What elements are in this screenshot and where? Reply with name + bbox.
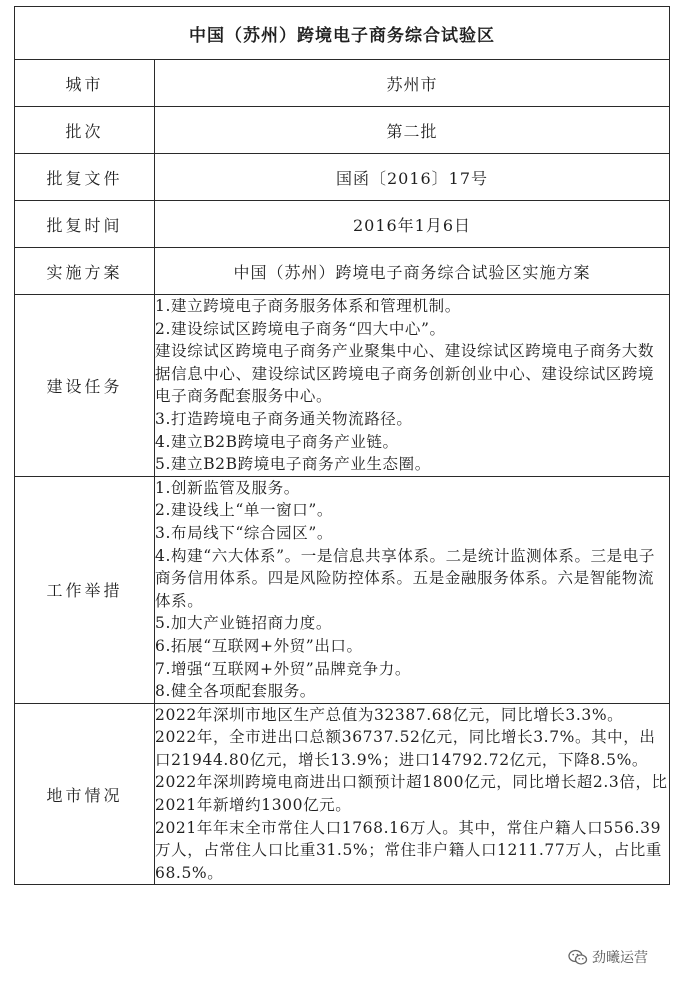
local-label: 地市情况 <box>15 703 155 885</box>
approval-time-value: 2016年1月6日 <box>155 201 670 248</box>
list-item: 1.建立跨境电子商务服务体系和管理机制。 <box>155 297 461 315</box>
approval-time-label: 批复时间 <box>15 201 155 248</box>
batch-value: 第二批 <box>155 107 670 154</box>
info-table <box>14 6 670 885</box>
list-item: 3.布局线下“综合园区”。 <box>155 523 333 542</box>
list-item: 8.健全各项配套服务。 <box>155 682 316 701</box>
table-row <box>15 248 670 295</box>
measures-label: 工作举措 <box>15 476 155 703</box>
city-label: 城市 <box>15 60 155 107</box>
table-row <box>15 295 670 477</box>
approval-doc-label: 批复文件 <box>15 154 155 201</box>
table-row <box>15 107 670 154</box>
table-row <box>15 154 670 201</box>
list-item: 5.加大产业链招商力度。 <box>155 614 332 633</box>
approval-doc-value: 国函〔2016〕17号 <box>155 154 670 201</box>
list-item: 2.建设综试区跨境电子商务“四大中心”。 <box>155 319 446 338</box>
watermark-text: 劲曦运营 <box>592 950 648 966</box>
list-item: 2022年，全市进出口总额36737.52亿元，同比增长3.7%。其中，出口21944.80亿元，增长13.9%；进口14792.72亿元，下降8.5%。 <box>155 728 656 769</box>
table-row <box>15 476 670 703</box>
table-row <box>15 703 670 885</box>
list-item: 7.增强“互联网+外贸”品牌竞争力。 <box>155 659 411 678</box>
measures-content <box>155 476 670 703</box>
list-item: 2.建设线上“单一窗口”。 <box>155 501 333 520</box>
tasks-label: 建设任务 <box>15 295 155 477</box>
city-value: 苏州市 <box>155 60 670 107</box>
table-row <box>15 60 670 107</box>
list-item: 4.建立B2B跨境电子商务产业链。 <box>155 432 399 451</box>
watermark <box>566 946 650 968</box>
list-item: 1.创新监管及服务。 <box>155 478 300 497</box>
table-row <box>15 201 670 248</box>
plan-label: 实施方案 <box>15 248 155 295</box>
tasks-content <box>155 295 670 477</box>
wechat-icon <box>568 949 588 966</box>
batch-label: 批次 <box>15 107 155 154</box>
list-item: 5.建立B2B跨境电子商务产业生态圈。 <box>155 455 431 474</box>
list-item: 2022年深圳跨境电商进出口额预计超1800亿元，同比增长超2.3倍，比2021年新增约1300亿元。 <box>155 773 668 815</box>
list-item: 2022年深圳市地区生产总值为32387.68亿元，同比增长3.3%。 <box>155 705 624 724</box>
local-content <box>155 703 670 885</box>
list-item: 建设综试区跨境电子商务产业聚集中心、建设综试区跨境电子商务大数据信息中心、建设综试区跨境电子商务创新创业中心、建设综试区跨境电子商务配套服务中心。 <box>155 342 655 406</box>
list-item: 3.打造跨境电子商务通关物流路径。 <box>155 409 413 428</box>
table-title: 中国（苏州）跨境电子商务综合试验区 <box>15 7 670 60</box>
list-item: 4.构建“六大体系”。一是信息共享体系。二是统计监测体系。三是电子商务信用体系。四是风险防控体系。五是金融服务体系。六是智能物流体系。 <box>155 546 655 610</box>
list-item: 2021年年末全市常住人口1768.16万人。其中，常住户籍人口556.39万人，占常住人口比重31.5%；常住非户籍人口1211.77万人，占比重68.5%。 <box>155 818 662 882</box>
plan-value: 中国（苏州）跨境电子商务综合试验区实施方案 <box>155 248 670 295</box>
list-item: 6.拓展“互联网+外贸”出口。 <box>155 636 363 655</box>
title-row <box>15 7 670 60</box>
